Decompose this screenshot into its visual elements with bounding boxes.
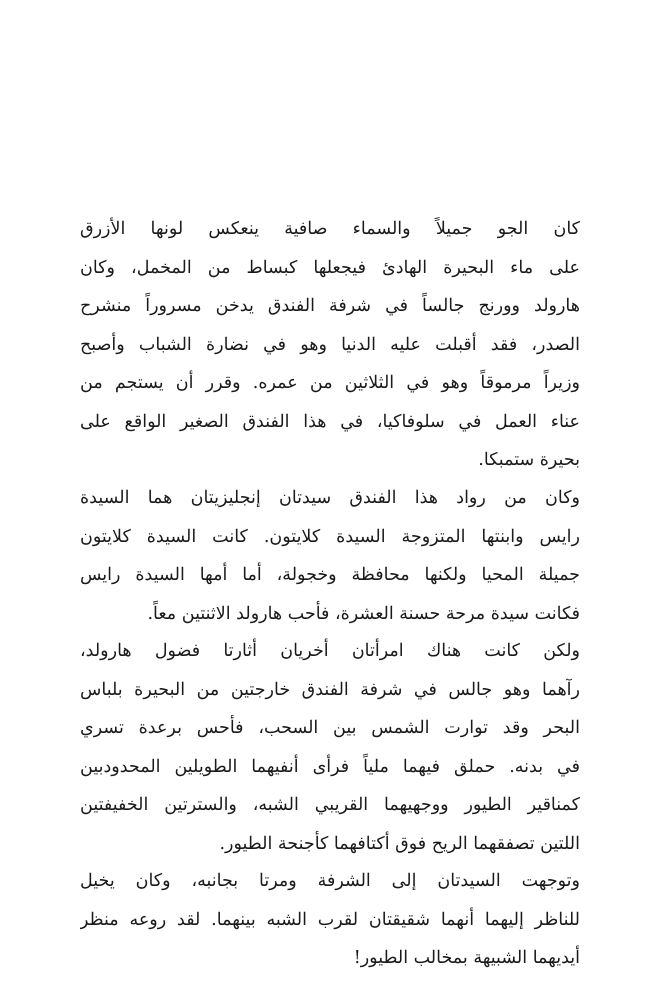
text-line: البحر وقد توارت الشمس بين السحب، فأحس برعدة تسري [80, 718, 580, 738]
text-line: رايس وابنتها المتزوجة السيدة كلايتون. كانت السيدة كلايتون [80, 526, 580, 547]
text-line: كمناقير الطيور ووجهيهما القريبي الشبه، والسترتين الخفيفتين [80, 795, 580, 815]
text-line: الصدر، فقد أقبلت عليه الدنيا وهو في نضارة الشباب وأصبح [80, 334, 580, 355]
text-line: جميلة المحيا ولكنها محافظة وخجولة، أما أمها السيدة رايس [80, 565, 580, 585]
text-line: للناظر إليهما أنهما شقيقتان لقرب الشبه بينهما. لقد روعه منظر [80, 909, 580, 930]
text-line: ولكن كانت هناك امرأتان أخريان أثارتا فضول هارولد، [80, 641, 580, 661]
text-line: وكان من رواد هذا الفندق سيدتان إنجليزيتان هما السيدة [80, 488, 580, 508]
text-line: كان الجو جميلاً والسماء صافية ينعكس لونها الأزرق [80, 219, 580, 239]
paragraph-1 [80, 210, 580, 480]
text-line: على ماء البحيرة الهادئ فيجعلها كبساط من المخمل، وكان [80, 257, 580, 278]
paragraph-2 [80, 479, 580, 633]
text-line: هارولد وورنج جالساً في شرفة الفندق يدخن مسروراً منشرح [80, 296, 580, 316]
text-line: أيديهما الشبيهة بمخالب الطيور! [353, 948, 580, 968]
text-line: وتوجهت السيدتان إلى الشرفة ومرتا بجانبه، وكان يخيل [80, 871, 580, 891]
text-line: عناء العمل في سلوفاكيا، في هذا الفندق الصغير الواقع على [80, 411, 580, 432]
text-line: اللتين تصفقهما الريح فوق أكتافهما كأجنحة الطيور. [219, 833, 580, 854]
paragraph-4 [80, 862, 580, 978]
text-line: في بدنه. حملق فيهما ملياً فرأى أنفيهما الطويلين المحدودبين [80, 756, 580, 777]
text-line: وزيراً مرموقاً وهو في الثلاثين من عمره. وقرر أن يستجم من [80, 373, 580, 393]
text-line: بحيرة ستمبكا. [478, 450, 580, 470]
text-line: رآهما وهو جالس في شرفة الفندق خارجتين من البحيرة بلباس [80, 679, 580, 700]
paragraph-3 [80, 632, 580, 863]
text-line: فكانت سيدة مرحة حسنة العشرة، فأحب هارولد الاثنتين معاً. [147, 603, 580, 624]
